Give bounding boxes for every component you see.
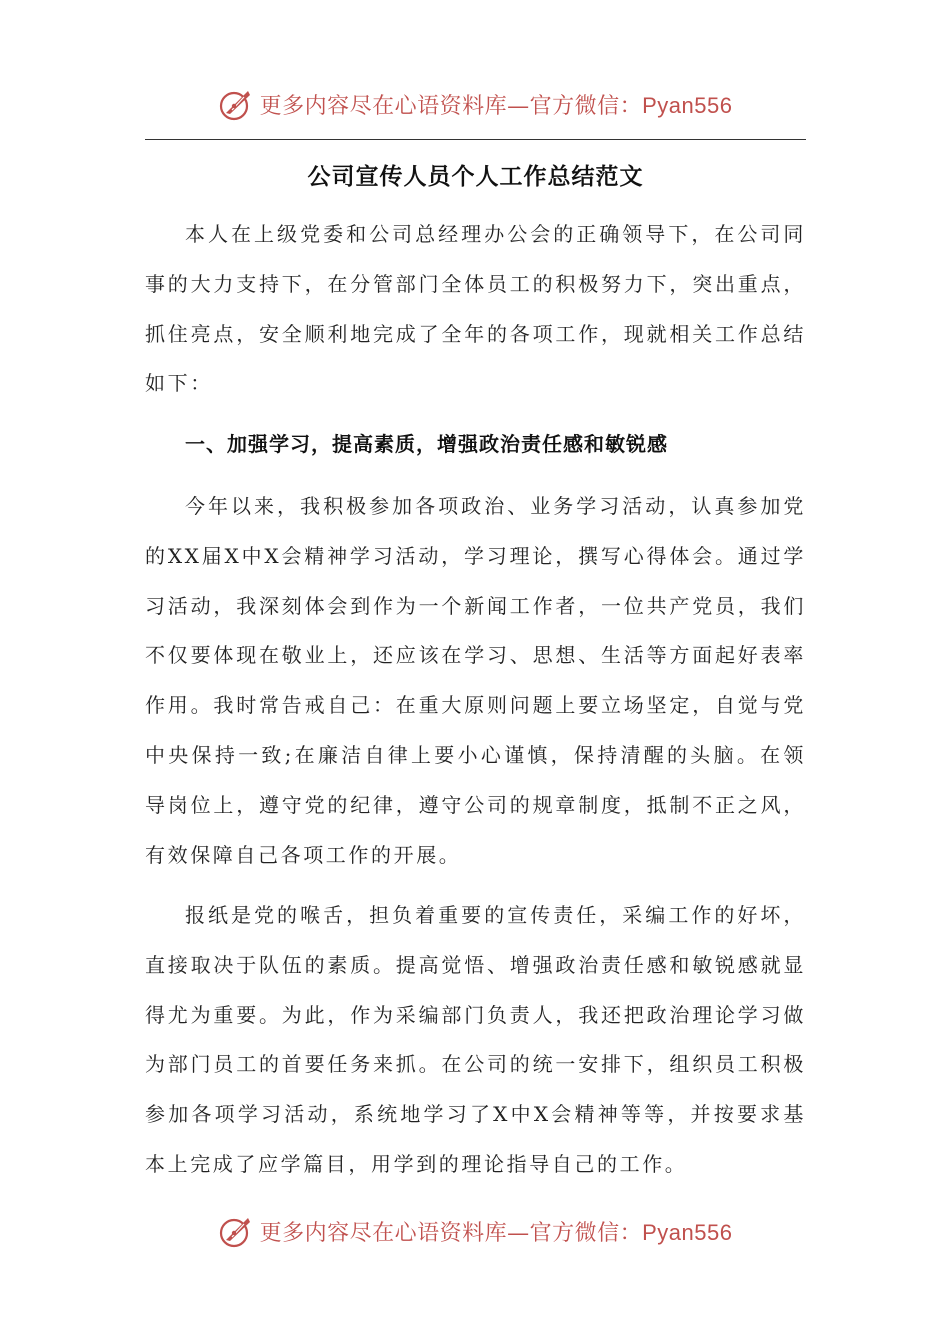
footer-banner xyxy=(0,1211,950,1251)
wechat-id: Pyan556 xyxy=(642,92,733,118)
quill-logo-icon xyxy=(218,86,254,122)
wechat-id: Pyan556 xyxy=(642,1219,733,1245)
header-divider xyxy=(145,139,806,140)
banner-text: 更多内容尽在心语资料库—官方微信：Pyan556 xyxy=(259,1219,733,1246)
banner-text: 更多内容尽在心语资料库—官方微信：Pyan556 xyxy=(259,92,733,119)
document-title: 公司宣传人员个人工作总结范文 xyxy=(307,163,644,190)
section-heading-block xyxy=(145,420,806,470)
header-banner xyxy=(0,84,950,124)
intro-block xyxy=(145,210,806,409)
intro-paragraph: 本人在上级党委和公司总经理办公会的正确领导下，在公司同事的大力支持下，在分管部门全体员工的积极努力下，突出重点，抓住亮点，安全顺利地完成了全年的各项工作，现就相关工作总结如下： xyxy=(145,222,806,396)
section-1-body-1 xyxy=(145,482,806,880)
section-1-heading: 一、加强学习，提高素质，增强政治责任感和敏锐感 xyxy=(185,432,668,456)
section-1-paragraph-2: 报纸是党的喉舌，担负着重要的宣传责任，采编工作的好坏，直接取决于队伍的素质。提高觉悟、增强政治责任感和敏锐感就显得尤为重要。为此，作为采编部门负责人，我还把政治理论学习做为部门员工的首要任务来抓。在公司的统一安排下，组织员工积极参加各项学习活动，系统地学习了X中X会精神等等，并按要求基本上完成了应学篇目，用学到的理论指导自己的工作。 xyxy=(145,903,806,1176)
section-1-body-2 xyxy=(145,891,806,1190)
section-1-paragraph-1: 今年以来，我积极参加各项政治、业务学习活动，认真参加党的XX届X中X会精神学习活动，学习理论，撰写心得体会。通过学习活动，我深刻体会到作为一个新闻工作者，一位共产党员，我们不仅要体现在敬业上，还应该在学习、思想、生活等方面起好表率作用。我时常告戒自己：在重大原则问题上要立场坚定，自觉与党中央保持一致;在廉洁自律上要小心谨慎，保持清醒的头脑。在领导岗位上，遵守党的纪律，遵守公司的规章制度，抵制不正之风，有效保障自己各项工作的开展。 xyxy=(145,494,806,867)
quill-logo-icon xyxy=(218,1213,254,1249)
